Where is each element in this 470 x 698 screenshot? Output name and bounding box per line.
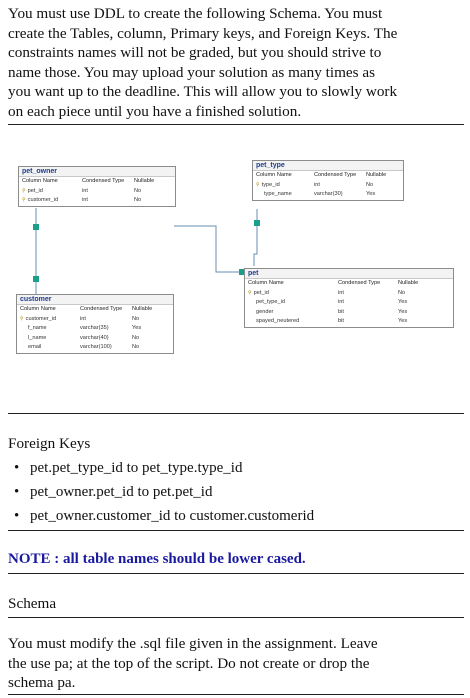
key-connector-icon (254, 220, 260, 226)
column-nullable: No (132, 315, 140, 322)
table-pet-owner (18, 166, 176, 207)
divider (8, 694, 464, 695)
column-name: type_id (261, 181, 280, 188)
table-row (17, 334, 173, 344)
intro-line: you want up to the deadline. This will allow you to slowly work (8, 83, 398, 101)
intro-line: create the Tables, column, Primary keys, and Foreign Keys. The (8, 24, 398, 42)
column-name: l_name (28, 334, 47, 341)
divider (8, 530, 464, 531)
column-nullable: Yes (398, 318, 408, 325)
outro-paragraph (8, 634, 466, 693)
list-item: • pet_owner.customer_id to customer.customerid (14, 504, 314, 528)
primary-key-icon: ⚲ (22, 197, 26, 204)
col-header: Nullable (398, 280, 419, 286)
column-type: varchar(40) (80, 334, 109, 341)
column-name: pet_id (27, 187, 43, 194)
column-nullable: No (366, 181, 374, 188)
column-name: f_name (28, 325, 47, 332)
table-row (19, 196, 175, 206)
table-row (253, 190, 403, 200)
column-nullable: Yes (398, 308, 408, 315)
table-title: pet_type (253, 161, 403, 171)
table-pet (244, 268, 454, 328)
column-nullable: Yes (398, 299, 408, 306)
column-nullable: No (398, 289, 406, 296)
column-nullable: No (132, 344, 140, 351)
column-type: int (338, 289, 344, 296)
col-header: Condensed Type (82, 178, 125, 184)
column-nullable: Yes (366, 191, 376, 198)
table-header-row (253, 171, 403, 181)
col-header: Column Name (22, 178, 58, 184)
key-connector-icon (33, 276, 39, 282)
foreign-keys-list (14, 456, 314, 528)
column-name: customer_id (27, 197, 59, 204)
table-title: customer (17, 295, 173, 305)
col-header: Nullable (366, 172, 387, 178)
divider (8, 617, 464, 618)
column-nullable: Yes (132, 325, 142, 332)
primary-key-icon: ⚲ (22, 187, 26, 194)
table-row (17, 343, 173, 353)
col-header: Column Name (20, 306, 56, 312)
column-type: varchar(35) (80, 325, 109, 332)
table-header-row (17, 305, 173, 315)
table-row (245, 308, 453, 318)
table-customer (16, 294, 174, 354)
table-row (19, 187, 175, 197)
table-row (245, 317, 453, 327)
divider (8, 573, 464, 574)
column-nullable: No (134, 187, 142, 194)
column-type: bit (338, 318, 344, 325)
column-nullable: No (132, 334, 140, 341)
table-header-row (245, 279, 453, 289)
column-type: int (82, 187, 88, 194)
column-name: gender (256, 308, 274, 315)
col-header: Condensed Type (314, 172, 357, 178)
fk-line-pet-owner-pet (174, 226, 242, 272)
table-header-row (19, 177, 175, 187)
column-name: email (28, 344, 42, 351)
table-row (17, 324, 173, 334)
er-diagram (14, 136, 460, 404)
column-name: pet_id (253, 289, 269, 296)
outro-line: the use pa; at the top of the script. Do not create or drop the (8, 654, 370, 672)
intro-line: constraints names will not be graded, but you should strive to (8, 44, 382, 62)
col-header: Nullable (134, 178, 155, 184)
col-header: Condensed Type (80, 306, 123, 312)
fk-line-pet-type-pet (254, 209, 257, 266)
intro-line: You must use DDL to create the following Schema. You must (8, 5, 383, 22)
column-name: spayed_neutered (256, 318, 300, 325)
divider (8, 124, 464, 125)
column-type: bit (338, 308, 344, 315)
column-type: int (80, 315, 86, 322)
column-type: varchar(30) (314, 191, 343, 198)
column-type: int (338, 299, 344, 306)
column-name: type_name (264, 191, 292, 198)
table-row (253, 181, 403, 191)
list-item: • pet.pet_type_id to pet_type.type_id (14, 456, 314, 480)
col-header: Condensed Type (338, 280, 381, 286)
intro-paragraph (8, 4, 466, 122)
column-type: varchar(100) (80, 344, 112, 351)
divider (8, 413, 464, 414)
column-name: customer_id (25, 315, 57, 322)
column-name: pet_type_id (256, 299, 285, 306)
foreign-keys-heading: Foreign Keys (8, 435, 91, 452)
column-type: int (82, 197, 88, 204)
primary-key-icon: ⚲ (256, 181, 260, 188)
table-row (245, 298, 453, 308)
primary-key-icon: ⚲ (20, 315, 24, 322)
intro-line: name those. You may upload your solution as many times as (8, 63, 375, 81)
table-row (245, 289, 453, 299)
schema-heading: Schema (8, 595, 57, 612)
col-header: Column Name (256, 172, 292, 178)
table-pet-type (252, 160, 404, 201)
key-connector-icon (33, 224, 39, 230)
list-item: • pet_owner.pet_id to pet.pet_id (14, 480, 314, 504)
table-title: pet_owner (19, 167, 175, 177)
column-nullable: No (134, 197, 142, 204)
column-type: int (314, 181, 320, 188)
col-header: Nullable (132, 306, 153, 312)
table-row (17, 315, 173, 325)
note-text: NOTE : all table names should be lower cased. (8, 551, 306, 567)
intro-line: on each piece until you have a finished solution. (8, 102, 302, 120)
col-header: Column Name (248, 280, 284, 286)
outro-line: schema pa. (8, 674, 76, 692)
primary-key-icon: ⚲ (248, 289, 252, 296)
table-title: pet (245, 269, 453, 279)
outro-line: You must modify the .sql file given in the assignment. Leave (8, 635, 378, 652)
